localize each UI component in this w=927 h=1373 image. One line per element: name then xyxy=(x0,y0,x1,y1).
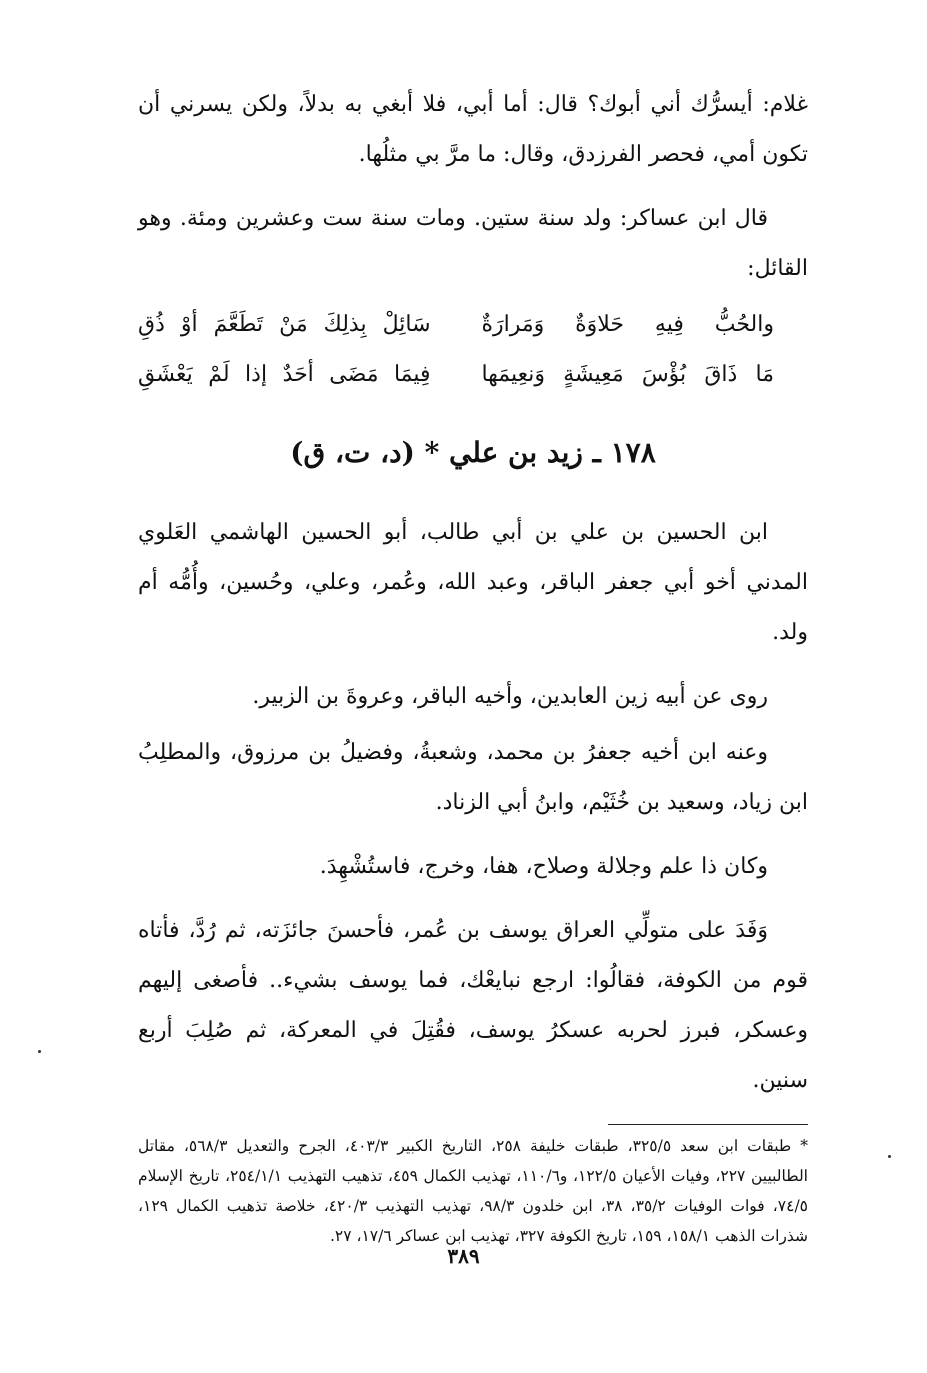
verse-first-hemistich: والحُبُّ فِيهِ حَلاوَةٌ وَمَرارَةٌ xyxy=(481,312,774,337)
poem-verse xyxy=(138,350,808,400)
footnote-text: * طبقات ابن سعد ٣٢٥/٥، طبقات خليفة ٢٥٨، التاريخ الكبير ٤٠٣/٣، الجرح والتعديل ٥٦٨/٣، مقاتل الطالبيين ٢٢٧، وفيات الأعيان ١٢٢/٥، و١١٠/٦، تهذيب الكمال ٤٥٩، تذهيب التهذيب ٢٥٤/١/١، تاريخ الإسلام ٧٤/٥، فوات الوفيات ٣٥/٢، ٣٨، ابن خلدون ٩٨/٣، تهذيب التهذيب ٤٢٠/٣، خلاصة تذهيب الكمال ١٢٩، شذرات الذهب ١٥٨/١، ١٥٩، تاريخ الكوفة ٣٢٧، تهذيب ابن عساكر ١٧/٦، ٢٧. xyxy=(138,1137,808,1245)
footnote-divider xyxy=(608,1124,808,1125)
verse-second-hemistich: سَائِلْ بِذلِكَ مَنْ تَطَعَّمَ أوْ ذُقِ xyxy=(138,312,431,337)
entry-paragraph: وعنه ابن أخيه جعفرُ بن محمد، وشعبةُ، وفضيلُ بن مرزوق، والمطلِبُ ابن زياد، وسعيد بن خُثَيْم، وابنُ أبي الزناد. xyxy=(138,740,808,815)
verse-first-hemistich: مَا ذَاقَ بُؤْسَ مَعِيشَةٍ وَنعِيمَها xyxy=(481,362,774,387)
verse-second-hemistich: فِيمَا مَضَى أحَدٌ إذا لَمْ يَعْشَقِ xyxy=(138,362,431,387)
poem xyxy=(138,300,808,400)
entry-heading: ١٧٨ ـ زيد بن علي * (د، ت، ق) xyxy=(290,436,656,469)
entry-paragraph: روى عن أبيه زين العابدين، وأخيه الباقر، وعروةَ بن الزبير. xyxy=(252,684,768,709)
scan-speck xyxy=(888,1155,891,1158)
entry-paragraph: وكان ذا علم وجلالة وصلاح، هفا، وخرج، فاستُشْهِدَ. xyxy=(319,854,768,879)
poem-verse xyxy=(138,300,808,350)
page-number: ٣٨٩ xyxy=(447,1244,480,1268)
intro-paragraph: قال ابن عساكر: ولد سنة ستين. ومات سنة ست وعشرين ومئة. وهو القائل: xyxy=(138,206,808,281)
scan-speck xyxy=(38,1050,41,1053)
entry-paragraph: ابن الحسين بن علي بن أبي طالب، أبو الحسين الهاشمي العَلوي المدني أخو أبي جعفر الباقر، وعبد الله، وعُمر، وعلي، وحُسين، وأُمُّه أم ولد. xyxy=(138,520,808,645)
entry-paragraph: وَفَدَ على متولِّي العراق يوسف بن عُمر، فأحسنَ جائزَته، ثم رُدَّ، فأتاه قوم من الكوفة، فقالُوا: ارجع نبايعْك، فما يوسف بشيء.. فأصغى إليهم وعسكر، فبرز لحربه عسكرُ يوسف، فقُتِلَ في المعركة، ثم صُلِبَ أربع سنين. xyxy=(138,918,808,1093)
page-body xyxy=(138,80,808,1251)
intro-paragraph: غلام: أيسرُّك أني أبوك؟ قال: أما أبي، فلا أبغي به بدلاً، ولكن يسرني أن تكون أمي، فحصر الفرزدق، وقال: ما مرَّ بي مثلُها. xyxy=(138,92,808,167)
